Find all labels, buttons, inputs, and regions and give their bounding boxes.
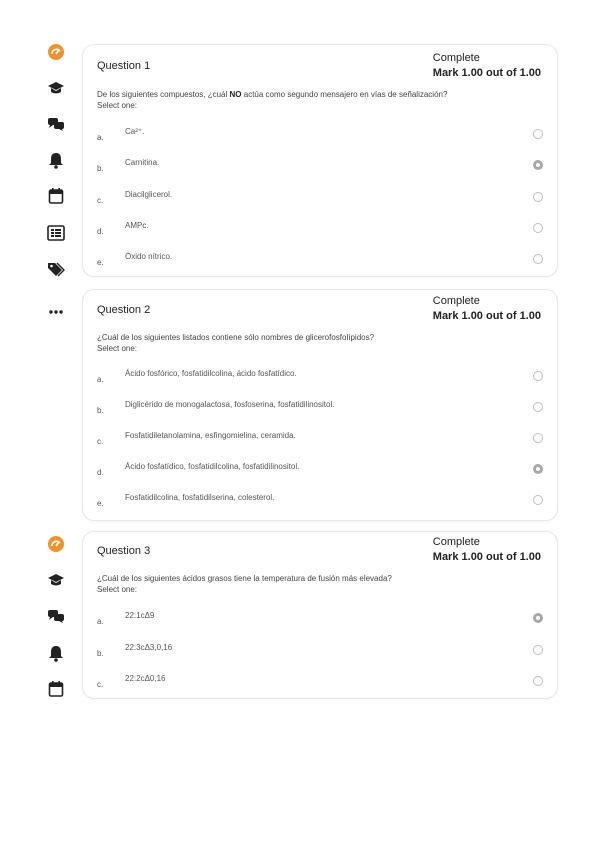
question-text-part: ¿Cuál de los siguientes listados contiene sólo nombres de glicerofosfolípidos? bbox=[97, 333, 375, 342]
graduation-cap-icon[interactable] bbox=[44, 568, 68, 592]
option-radio[interactable] bbox=[533, 371, 543, 381]
answer-option[interactable] bbox=[97, 221, 543, 241]
option-radio-selected[interactable] bbox=[533, 613, 543, 623]
question-mark: Mark 1.00 out of 1.00 bbox=[432, 67, 541, 79]
graduation-cap-icon[interactable] bbox=[44, 76, 68, 100]
option-letter: c. bbox=[97, 196, 104, 205]
question-card bbox=[82, 289, 558, 521]
question-mark: Mark 1.00 out of 1.00 bbox=[432, 310, 541, 322]
option-letter: b. bbox=[97, 649, 104, 658]
question-mark: Mark 1.00 out of 1.00 bbox=[432, 551, 541, 563]
select-one-label: Select one: bbox=[97, 344, 138, 353]
more-icon[interactable] bbox=[44, 300, 68, 324]
option-text: 22:2cΔ0,16 bbox=[125, 674, 166, 683]
option-text: Diglicérido de monogalactosa, fosfoserina, fosfatidilinositol. bbox=[125, 400, 335, 409]
question-title: Question 1 bbox=[97, 60, 151, 72]
answer-option[interactable] bbox=[97, 643, 543, 663]
question-status bbox=[433, 535, 541, 565]
question-text-part: De los siguientes compuestos, ¿cuál bbox=[97, 90, 230, 99]
question-text bbox=[97, 332, 537, 354]
option-radio[interactable] bbox=[533, 676, 543, 686]
status-label: Complete bbox=[432, 536, 480, 548]
question-card bbox=[82, 531, 558, 699]
option-letter: e. bbox=[97, 499, 104, 508]
answer-option[interactable] bbox=[97, 493, 543, 513]
calendar-icon[interactable] bbox=[44, 184, 68, 208]
option-text: Ca²⁺. bbox=[125, 127, 145, 136]
option-radio[interactable] bbox=[533, 495, 543, 505]
question-text-part: ¿Cuál de los siguientes ácidos grasos tiene la temperatura de fusión más elevada? bbox=[97, 574, 392, 583]
option-radio[interactable] bbox=[533, 254, 543, 264]
option-letter: b. bbox=[97, 406, 104, 415]
option-letter: c. bbox=[97, 437, 104, 446]
question-title: Question 2 bbox=[97, 304, 151, 316]
option-radio[interactable] bbox=[533, 192, 543, 202]
option-radio[interactable] bbox=[533, 433, 543, 443]
select-one-label: Select one: bbox=[97, 585, 138, 594]
option-radio[interactable] bbox=[533, 223, 543, 233]
answer-option[interactable] bbox=[97, 611, 543, 631]
option-text: Fosfatidiletanolamina, esfingomielina, ceramida. bbox=[125, 431, 296, 440]
option-text: Carnitina. bbox=[125, 158, 160, 167]
option-text: Fosfatidilcolina, fosfatidilserina, colesterol. bbox=[125, 493, 275, 502]
option-letter: e. bbox=[97, 258, 104, 267]
gradebook-icon[interactable] bbox=[44, 221, 68, 245]
option-radio[interactable] bbox=[533, 402, 543, 412]
answer-option[interactable] bbox=[97, 462, 543, 482]
option-letter: d. bbox=[97, 227, 104, 236]
option-radio-selected[interactable] bbox=[533, 464, 543, 474]
question-text-part: actúa como segundo mensajero en vías de señalización? bbox=[241, 90, 448, 99]
option-text: AMPc. bbox=[125, 221, 149, 230]
bell-icon[interactable] bbox=[44, 148, 68, 172]
calendar-icon[interactable] bbox=[44, 677, 68, 701]
option-radio-selected[interactable] bbox=[533, 160, 543, 170]
select-one-label: Select one: bbox=[97, 101, 138, 110]
answer-option[interactable] bbox=[97, 674, 543, 694]
option-text: 22:3cΔ3,0,16 bbox=[125, 643, 173, 652]
option-letter: a. bbox=[97, 133, 104, 142]
option-text: Ácido fosfatídico, fosfatidilcolina, fosfatidilinositol. bbox=[125, 462, 300, 471]
chat-icon[interactable] bbox=[44, 112, 68, 136]
question-status bbox=[433, 51, 541, 81]
option-letter: c. bbox=[97, 680, 104, 689]
answer-option[interactable] bbox=[97, 431, 543, 451]
question-text-emphasis: NO bbox=[229, 90, 242, 99]
option-letter: b. bbox=[97, 164, 104, 173]
tags-icon[interactable] bbox=[44, 257, 68, 281]
option-letter: d. bbox=[97, 468, 104, 477]
question-text bbox=[97, 573, 537, 595]
answer-option[interactable] bbox=[97, 252, 543, 272]
dashboard-icon[interactable] bbox=[44, 532, 68, 556]
status-label: Complete bbox=[432, 52, 480, 64]
chat-icon[interactable] bbox=[44, 604, 68, 628]
status-label: Complete bbox=[432, 295, 480, 307]
option-radio[interactable] bbox=[533, 129, 543, 139]
option-text: Diacilglicerol. bbox=[125, 190, 173, 199]
option-text: Óxido nítrico. bbox=[125, 252, 173, 261]
option-letter: a. bbox=[97, 617, 104, 626]
option-letter: a. bbox=[97, 375, 104, 384]
answer-option[interactable] bbox=[97, 158, 543, 178]
answer-option[interactable] bbox=[97, 400, 543, 420]
bell-icon[interactable] bbox=[44, 641, 68, 665]
question-title: Question 3 bbox=[97, 545, 151, 557]
answer-option[interactable] bbox=[97, 190, 543, 210]
option-text: Ácido fosfórico, fosfatidilcolina, ácido fosfatídico. bbox=[125, 369, 297, 378]
dashboard-icon[interactable] bbox=[44, 40, 68, 64]
option-radio[interactable] bbox=[533, 645, 543, 655]
option-text: 22:1cΔ9 bbox=[125, 611, 155, 620]
question-card bbox=[82, 44, 558, 277]
answer-option[interactable] bbox=[97, 127, 543, 147]
answer-option[interactable] bbox=[97, 369, 543, 389]
question-status bbox=[433, 294, 541, 324]
question-text bbox=[97, 89, 537, 111]
